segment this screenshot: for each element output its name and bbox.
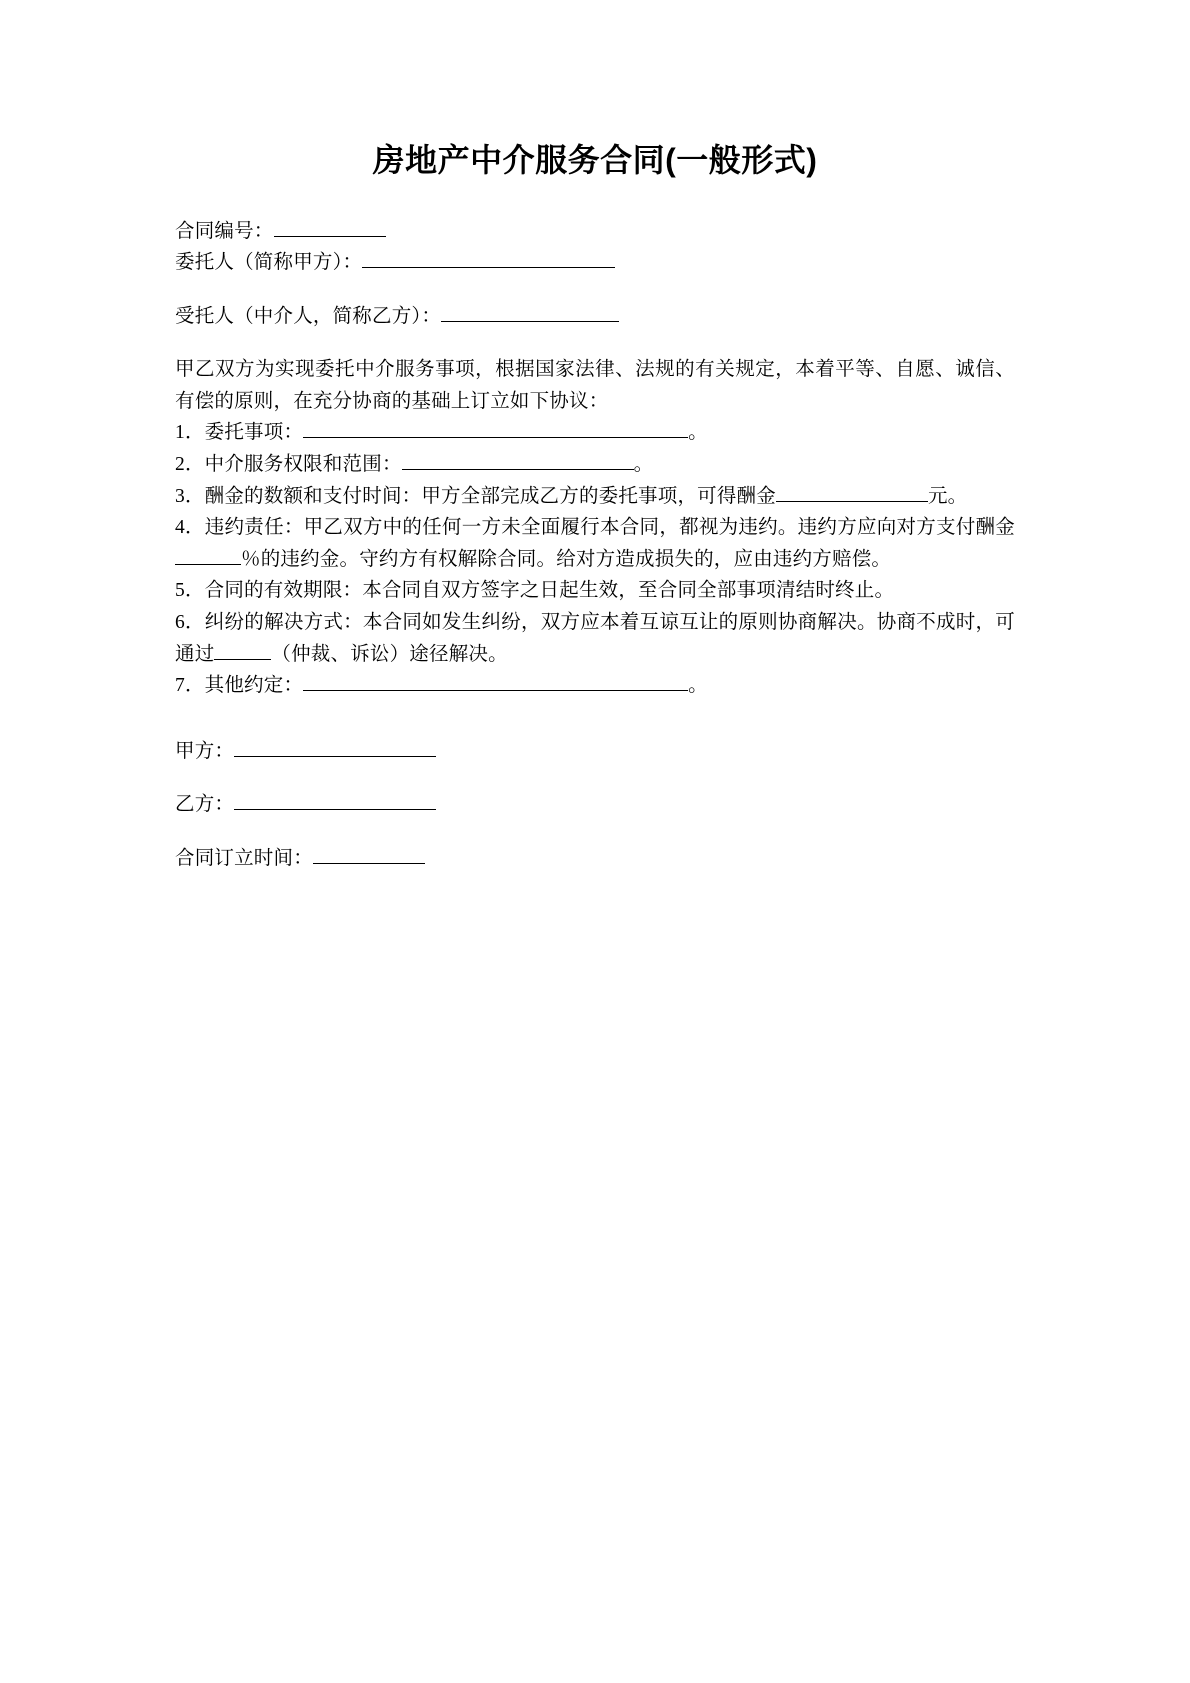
field-agent-party-b-blank[interactable] — [441, 301, 619, 322]
signature-party-a-label: 甲方： — [175, 740, 235, 762]
field-client-party-a-blank[interactable] — [362, 248, 615, 269]
clause-3-text: 3．酬金的数额和支付时间：甲方全部完成乙方的委托事项，可得酬金 — [175, 485, 776, 507]
clause-1 — [175, 417, 1015, 449]
clause-1-suffix: 。 — [688, 422, 708, 444]
field-contract-number — [175, 216, 1015, 248]
spacer — [175, 767, 1015, 789]
field-client-party-a-label: 委托人（简称甲方）： — [175, 252, 363, 274]
clause-4-text-2: ％的违约金。守约方有权解除合同。给对方造成损失的，应由违约方赔偿。 — [241, 548, 892, 570]
field-contract-number-blank[interactable] — [274, 216, 386, 237]
signature-party-a-blank[interactable] — [234, 736, 436, 757]
clause-6-text: 6．纠纷的解决方式：本合同如发生纠纷，双方应本着互谅互让的原则协商解决。协商不成时，可通过 — [175, 611, 1015, 665]
clause-7 — [175, 670, 1015, 702]
spacer — [175, 821, 1015, 843]
spacer — [175, 702, 1015, 736]
signature-party-a — [175, 736, 1015, 768]
signature-party-b-label: 乙方： — [175, 794, 235, 816]
spacer — [175, 279, 1015, 301]
signature-party-b — [175, 789, 1015, 821]
clause-6-suffix: （仲裁、诉讼）途径解决。 — [271, 643, 508, 665]
clause-3 — [175, 481, 1015, 513]
signature-party-b-blank[interactable] — [234, 790, 436, 811]
spacer — [175, 332, 1015, 354]
field-agent-party-b-label: 受托人（中介人，简称乙方）： — [175, 305, 442, 327]
clause-1-text: 1．委托事项： — [175, 422, 304, 444]
clause-4-blank[interactable] — [175, 544, 241, 565]
signature-date — [175, 843, 1015, 875]
intro-paragraph: 甲乙双方为实现委托中介服务事项，根据国家法律、法规的有关规定，本着平等、自愿、诚信、有偿的原则，在充分协商的基础上订立如下协议： — [175, 359, 1015, 412]
clause-1-blank[interactable] — [303, 418, 688, 439]
signature-date-label: 合同订立时间： — [175, 847, 313, 869]
clause-4 — [175, 512, 1015, 575]
field-contract-number-label: 合同编号： — [175, 220, 274, 242]
clause-4-text: 4．违约责任：甲乙双方中的任何一方未全面履行本合同，都视为违约。违约方应向对方支付酬金 — [175, 517, 1015, 539]
page-title: 房地产中介服务合同(一般形式) — [372, 142, 818, 178]
clause-2-suffix: 。 — [633, 454, 654, 476]
clause-7-blank[interactable] — [303, 671, 688, 692]
clause-3-suffix: 元。 — [927, 485, 968, 507]
field-agent-party-b — [175, 301, 1015, 333]
signature-date-blank[interactable] — [313, 843, 425, 864]
clause-5: 5．合同的有效期限：本合同自双方签字之日起生效，至合同全部事项清结时终止。 — [175, 580, 895, 602]
clause-2 — [175, 449, 1015, 481]
clause-3-blank[interactable] — [776, 481, 928, 502]
clause-6-blank[interactable] — [214, 639, 271, 660]
clause-2-text: 2．中介服务权限和范围： — [175, 454, 402, 476]
clause-6 — [175, 607, 1015, 670]
field-client-party-a — [175, 247, 1015, 279]
clause-7-suffix: 。 — [688, 675, 708, 697]
clause-2-blank[interactable] — [402, 450, 634, 471]
clause-7-text: 7．其他约定： — [175, 675, 304, 697]
